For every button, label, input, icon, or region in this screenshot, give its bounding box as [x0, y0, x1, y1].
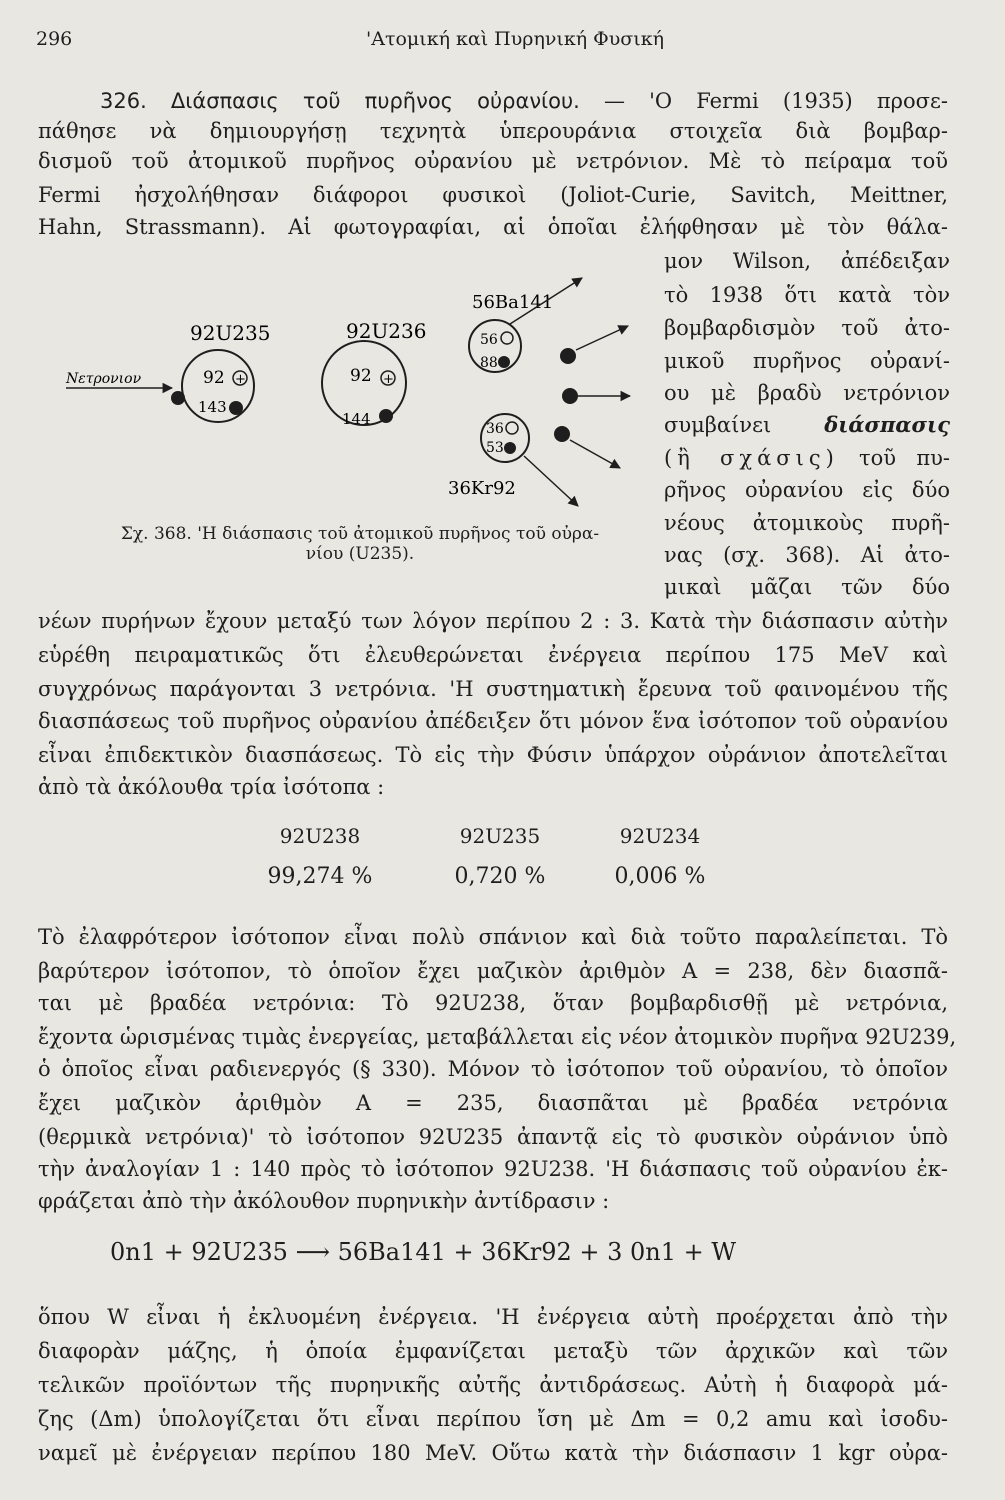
isotope-column — [440, 824, 560, 889]
paragraph-line: ἔχοντα ὡρισμένας τιμὰς ἐνεργείας, μεταβάλλεται εἰς νέον ἀτομικὸν πυρῆνα 92U239, — [38, 1025, 957, 1049]
paragraph-line: βαρύτερον ἰσότοπον, τὸ ὁποῖον ἔχει μαζικὸν ἀριθμὸν A = 238, δὲν διασπᾶ- — [38, 959, 948, 983]
emphasis-term: διάσπασις — [824, 412, 950, 437]
emitted-neutron-arrow — [576, 326, 628, 350]
isotope-name: 92U238 — [279, 824, 361, 848]
paragraph-line: ναμεῖ μὲ ἐνέργειαν περίπου 180 MeV. Οὕτω κατὰ τὴν διάσπασιν 1 kgr οὐρα- — [38, 1441, 948, 1465]
emitted-neutron — [554, 426, 570, 442]
page-header — [36, 28, 969, 58]
paragraph-line: Fermi ἠσχολήθησαν διάφοροι φυσικοὶ (Joliot-Curie, Savitch, Meittner, — [38, 183, 948, 207]
paragraph-line: τελικῶν προϊόντων τῆς πυρηνικῆς αὐτῆς ἀντιδράσεως. Αὐτὴ ἡ διαφορὰ μά- — [38, 1373, 948, 1397]
caption-line: Σχ. 368. 'Η διάσπασις τοῦ ἀτομικοῦ πυρῆνος τοῦ οὐρα- — [120, 524, 600, 544]
kr-label: 36Kr92 — [448, 478, 516, 499]
u236-protons: 92 — [350, 366, 372, 386]
caption-line: νίου (U235). — [305, 544, 415, 564]
emitted-neutron — [562, 388, 578, 404]
paragraph-line: (θερμικὰ νετρόνια)' τὸ ἰσότοπον 92U235 ἀπαντᾷ εἰς τὸ φυσικὸν οὐράνιον ὑπὸ — [38, 1125, 948, 1149]
u235-label: 92U235 — [190, 321, 271, 345]
emphasis-term: (ἢ σχάσις) — [664, 446, 839, 470]
right-column-line — [664, 410, 950, 440]
emitted-neutron-arrow — [570, 440, 620, 468]
paragraph-line: διαφορὰν μάζης, ἡ ὁποία ἐμφανίζεται μεταξὺ τῶν ἀρχικῶν καὶ τῶν — [38, 1339, 948, 1363]
paragraph-line: συγχρόνως παράγονται 3 νετρόνια. 'Η συστηματικὴ ἔρευνα τοῦ φαινομένου τῆς — [38, 677, 948, 701]
isotope-name: 92U235 — [459, 824, 541, 848]
paragraph-line: ἔχει μαζικὸν ἀριθμὸν A = 235, διασπᾶται μὲ βραδέα νετρόνια — [38, 1091, 948, 1115]
ba-neutrons: 88 — [480, 355, 498, 371]
paragraph-line: εἶναι ἐπιδεκτικὸν διασπάσεως. Τὸ εἰς τὴν Φύσιν ὑπάρχον οὐράνιον ἀποτελεῖται — [38, 743, 948, 767]
isotope-percent: 99,274 % — [267, 864, 373, 889]
right-column-word: τοῦ πυ- — [859, 446, 950, 470]
u236-label: 92U236 — [346, 319, 427, 343]
running-title: 'Ατομική καὶ Πυρηνική Φυσική — [366, 28, 664, 50]
kr-neutrons: 53 — [486, 440, 504, 456]
figure-caption — [80, 524, 640, 564]
right-column-line: ρῆνος οὐρανίου εἰς δύο — [664, 478, 950, 502]
isotope-table — [0, 824, 1005, 904]
right-column-word: συμβαίνει — [664, 413, 772, 437]
right-column-line — [664, 443, 950, 473]
neutron-icon — [229, 401, 243, 415]
u235-neutrons: 143 — [198, 398, 227, 416]
isotope-name: 92U234 — [619, 824, 701, 848]
paragraph-line: Τὸ ἐλαφρότερον ἰσότοπον εἶναι πολὺ σπάνιον καὶ διὰ τοῦτο παραλείπεται. Τὸ — [38, 925, 948, 949]
plus-sign: + — [235, 372, 246, 387]
right-column-line: μον Wilson, ἀπέδειξαν — [664, 249, 950, 273]
paragraph-line: φράζεται ἀπὸ τὴν ἀκόλουθον πυρηνικὴν ἀντίδρασιν : — [38, 1189, 610, 1213]
u235-protons: 92 — [203, 368, 225, 388]
section-title: 326. Διάσπασις τοῦ πυρῆνος οὐρανίου. — [100, 89, 580, 113]
right-column-line: μικαὶ μᾶζαι τῶν δύο — [664, 575, 950, 599]
neutron-label: Νετρονιον — [66, 371, 142, 387]
isotope-percent: 0,006 % — [614, 864, 706, 889]
paragraph-line: Hahn, Strassmann). Αἱ φωτογραφίαι, αἱ ὁποῖαι ἐλήφθησαν μὲ τὸν θάλα- — [38, 215, 948, 239]
right-column-line: νας (σχ. 368). Αἱ ἀτο- — [664, 543, 950, 567]
section-first-line — [38, 86, 948, 116]
kr-protons: 36 — [486, 421, 504, 437]
right-column-line: μικοῦ πυρῆνος οὐρανί- — [664, 349, 950, 373]
neutron-icon — [498, 356, 510, 368]
right-column-line: βομβαρδισμὸν τοῦ ἀτο- — [664, 316, 950, 340]
paragraph-line: ται μὲ βραδέα νετρόνια: Τὸ 92U238, ὅταν βομβαρδισθῇ μὲ νετρόνια, — [38, 991, 948, 1015]
page-number: 296 — [36, 28, 73, 50]
paragraph-line: δισμοῦ τοῦ ἀτομικοῦ πυρῆνος οὐρανίου μὲ νετρόνιον. Μὲ τὸ πείραμα τοῦ — [38, 149, 948, 173]
paragraph-line: — 'Ο Fermi (1935) προσε- — [603, 89, 948, 113]
ba-label: 56Ba141 — [472, 292, 554, 313]
emitted-neutron — [560, 348, 576, 364]
proton-icon — [501, 332, 513, 344]
nuclear-reaction-equation: 0n1 + 92U235 ⟶ 56Ba141 + 36Kr92 + 3 0n1 + W — [110, 1238, 737, 1266]
ba-protons: 56 — [480, 332, 498, 348]
paragraph-line: νέων πυρήνων ἔχουν μεταξύ των λόγον περίπου 2 : 3. Κατὰ τὴν διάσπασιν αὐτὴν — [38, 609, 948, 633]
isotope-column — [600, 824, 720, 889]
proton-icon — [506, 422, 518, 434]
kr-arrow — [524, 456, 578, 506]
paragraph-line: τὴν ἀναλογίαν 1 : 140 πρὸς τὸ ἰσότοπον 92U238. 'Η διάσπασις τοῦ οὐρανίου ἐκ- — [38, 1157, 948, 1181]
paragraph-line: πάθησε νὰ δημιουργήσῃ τεχνητὰ ὑπερουράνια στοιχεῖα διὰ βομβαρ- — [38, 119, 948, 143]
isotope-percent: 0,720 % — [454, 864, 546, 889]
right-column-line: νέους ἀτομικοὺς πυρῆ- — [664, 511, 950, 535]
paragraph-line: ὁ ὁποῖος εἶναι ραδιενεργός (§ 330). Μόνον τὸ ἰσότοπον τοῦ οὐρανίου, τὸ ὁποῖον — [38, 1057, 948, 1081]
neutron-icon — [504, 442, 516, 454]
paragraph-line: εὑρέθη πειραματικῶς ὅτι ἐλευθερώνεται ἐνέργεια περίπου 175 MeV καὶ — [38, 643, 948, 667]
right-column-line: τὸ 1938 ὅτι κατὰ τὸν — [664, 283, 950, 307]
paragraph-line: ἀπὸ τὰ ἀκόλουθα τρία ἰσότοπα : — [38, 775, 385, 799]
neutron-icon — [379, 409, 393, 423]
paragraph-line: ζης (Δm) ὑπολογίζεται ὅτι εἶναι περίπου ἴση μὲ Δm = 0,2 amu καὶ ἰσοδυ- — [38, 1407, 948, 1431]
isotope-column — [260, 824, 380, 889]
fission-diagram — [66, 268, 650, 508]
paragraph-line: διασπάσεως τοῦ πυρῆνος οὐρανίου ἀπέδειξεν ὅτι μόνον ἕνα ἰσότοπον τοῦ οὐρανίου — [38, 709, 948, 733]
right-column-line: ου μὲ βραδὺ νετρόνιον — [664, 381, 950, 405]
plus-sign: + — [383, 372, 394, 387]
u236-neutrons: 144 — [342, 410, 371, 428]
paragraph-line: ὅπου W εἶναι ἡ ἐκλυομένη ἐνέργεια. 'Η ἐνέργεια αὐτὴ προέρχεται ἀπὸ τὴν — [38, 1305, 948, 1329]
